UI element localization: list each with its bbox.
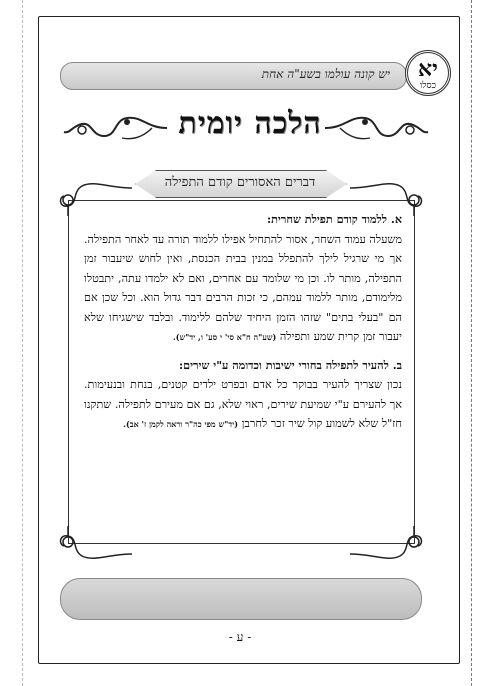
section-1-text: משעלה עמוד השחר, אסור להתחיל אפילו ללמוד תורה עד לאחר התפילה. אך מי שרגיל לילך להתפלל במנין בבית הכנסת, ואין לחוש שיעבור זמן התפילה, מותר לו. וכן מי שלומד עם אחרים, ואם לא ילמדו עתה, יתבטלו מלימודם, מותר ללמוד עמהם, כי זכות הרבים דבר גדול הוא. וכל שכן אם הם "בעלי בתים" שזהו הזמן היחיד שלהם ללימוד. ובלבד שישגיחו שלא יעבור זמן קרית שמע ותפילה xyxy=(84,232,402,343)
section-2 xyxy=(84,356,402,435)
running-title: יש קונה עולמו בשע"ה אחת xyxy=(261,67,390,81)
section-2-heading: ב. להעיר לתפילה בחורי ישיבות וכדומה ע"י שירים: xyxy=(178,357,402,372)
badge-month: כסלו xyxy=(419,81,437,91)
title-area xyxy=(60,104,440,150)
section-2-text: נכון שצריך להעיר בבוקר כל אדם ובפרט ילדים קטנים, בנחת ובנעימות. אך להעירם ע"י שמיעת שירים, ראוי שלא, גם אם מעירם לתפילה. שתקנו חז"ל שלא לשמוע קול שיר זכר לחרבן xyxy=(84,378,402,430)
date-badge xyxy=(405,50,451,96)
bottom-bar xyxy=(60,578,422,620)
bottom-left-corner-ornament-icon xyxy=(54,526,134,566)
cut-line-left xyxy=(22,0,23,686)
page-number: - ע - xyxy=(228,630,252,644)
section-2-source: (יד"ש מפי כה"ר וראה לקמן ז' אב). xyxy=(123,419,239,429)
section-title: דברים האסורים קודם התפילה xyxy=(164,175,316,190)
section-1-heading: א. ללמוד קודם תפילת שחרית: xyxy=(266,212,402,226)
page-title: הלכה יומית xyxy=(178,106,322,141)
bottom-right-corner-ornament-icon xyxy=(348,526,428,566)
cut-line xyxy=(471,0,472,686)
badge-day: יא xyxy=(418,56,438,82)
section-1 xyxy=(84,210,402,348)
section-1-source: (שע"ה ח"א סי' י סע' ו, יד"ש). xyxy=(172,332,277,342)
halacha-body xyxy=(84,210,402,443)
